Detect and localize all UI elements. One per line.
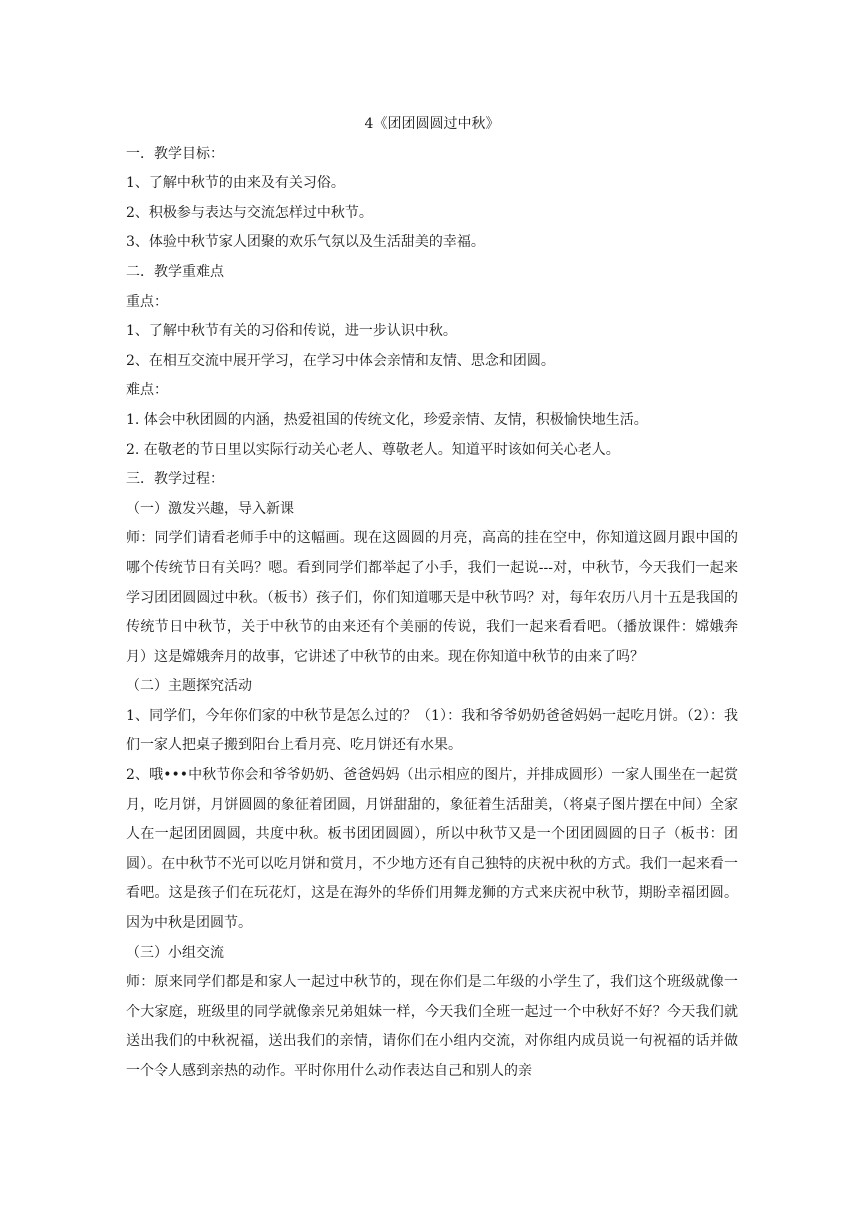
objective-2: 2、积极参与表达与交流怎样过中秋节。 xyxy=(126,204,373,221)
difficulty-1: 1. 体会中秋团圆的内涵，热爱祖国的传统文化，珍爱亲情、友情，积极愉快地生活。 xyxy=(126,411,648,428)
paragraph-activity-1: 1、同学们，今年你们家的中秋节是怎么过的？（1）：我和爷爷奶奶爸爸妈妈一起吃月饼。（2）：我们一家人把桌子搬到阳台上看月亮、吃月饼还有水果。 xyxy=(126,707,738,754)
key-point-2: 2、在相互交流中展开学习，在学习中体会亲情和友情、思念和团圆。 xyxy=(126,352,555,369)
heading-key-points: 二．教学重难点 xyxy=(126,263,224,280)
document-title: 4《团团圆圆过中秋》 xyxy=(364,116,500,132)
difficulty-2: 2. 在敬老的节日里以实际行动关心老人、尊敬老人。知道平时该如何关心老人。 xyxy=(126,441,620,458)
section-3-heading: （三）小组交流 xyxy=(126,944,224,961)
objective-3: 3、体验中秋节家人团聚的欢乐气氛以及生活甜美的幸福。 xyxy=(126,234,485,251)
document-body xyxy=(126,110,738,1087)
section-2-heading: （二）主题探究活动 xyxy=(126,678,252,695)
label-key-points: 重点： xyxy=(126,293,168,310)
heading-objectives: 一．教学目标： xyxy=(126,145,224,162)
key-point-1: 1、了解中秋节有关的习俗和传说，进一步认识中秋。 xyxy=(126,323,457,340)
paragraph-activity-2: 2、哦•••中秋节你会和爷爷奶奶、爸爸妈妈（出示相应的图片，并排成圆形）一家人围坐在一起赏月，吃月饼，月饼圆圆的象征着团圆，月饼甜甜的，象征着生活甜美，（将桌子图片摆在中间）全家人在一起团团圆圆，共度中秋。板书团团圆圆），所以中秋节又是一个团团圆圆的日子（板书：团圆）。在中秋节不光可以吃月饼和赏月，不少地方还有自己独特的庆祝中秋的方式。我们一起来看一看吧。这是孩子们在玩花灯，这是在海外的华侨们用舞龙狮的方式来庆祝中秋节，期盼幸福团圆。因为中秋是团圆节。 xyxy=(126,767,738,932)
paragraph-intro: 师：同学们请看老师手中的这幅画。现在这圆圆的月亮，高高的挂在空中，你知道这圆月跟中国的哪个传统节日有关吗？嗯。看到同学们都举起了小手，我们一起说---对，中秋节，今天我们一起来学习团团圆圆过中秋。（板书）孩子们，你们知道哪天是中秋节吗？对，每年农历八月十五是我国的传统节日中秋节，关于中秋节的由来还有个美丽的传说，我们一起来看看吧。（播放课件：嫦娥奔月）这是嫦娥奔月的故事，它讲述了中秋节的由来。现在你知道中秋节的由来了吗？ xyxy=(126,530,738,665)
paragraph-group-exchange: 师：原来同学们都是和家人一起过中秋节的，现在你们是二年级的小学生了，我们这个班级就像一个大家庭，班级里的同学就像亲兄弟姐妹一样，今天我们全班一起过一个中秋好不好？今天我们就送出我们的中秋祝福，送出我们的亲情，请你们在小组内交流，对你组内成员说一句祝福的话并做一个令人感到亲热的动作。平时你用什么动作表达自己和别人的亲 xyxy=(126,974,738,1079)
label-difficulties: 难点： xyxy=(126,382,168,399)
objective-1: 1、了解中秋节的由来及有关习俗。 xyxy=(126,175,345,192)
section-1-heading: （一）激发兴趣，导入新课 xyxy=(126,500,294,517)
heading-process: 三．教学过程： xyxy=(126,471,224,488)
